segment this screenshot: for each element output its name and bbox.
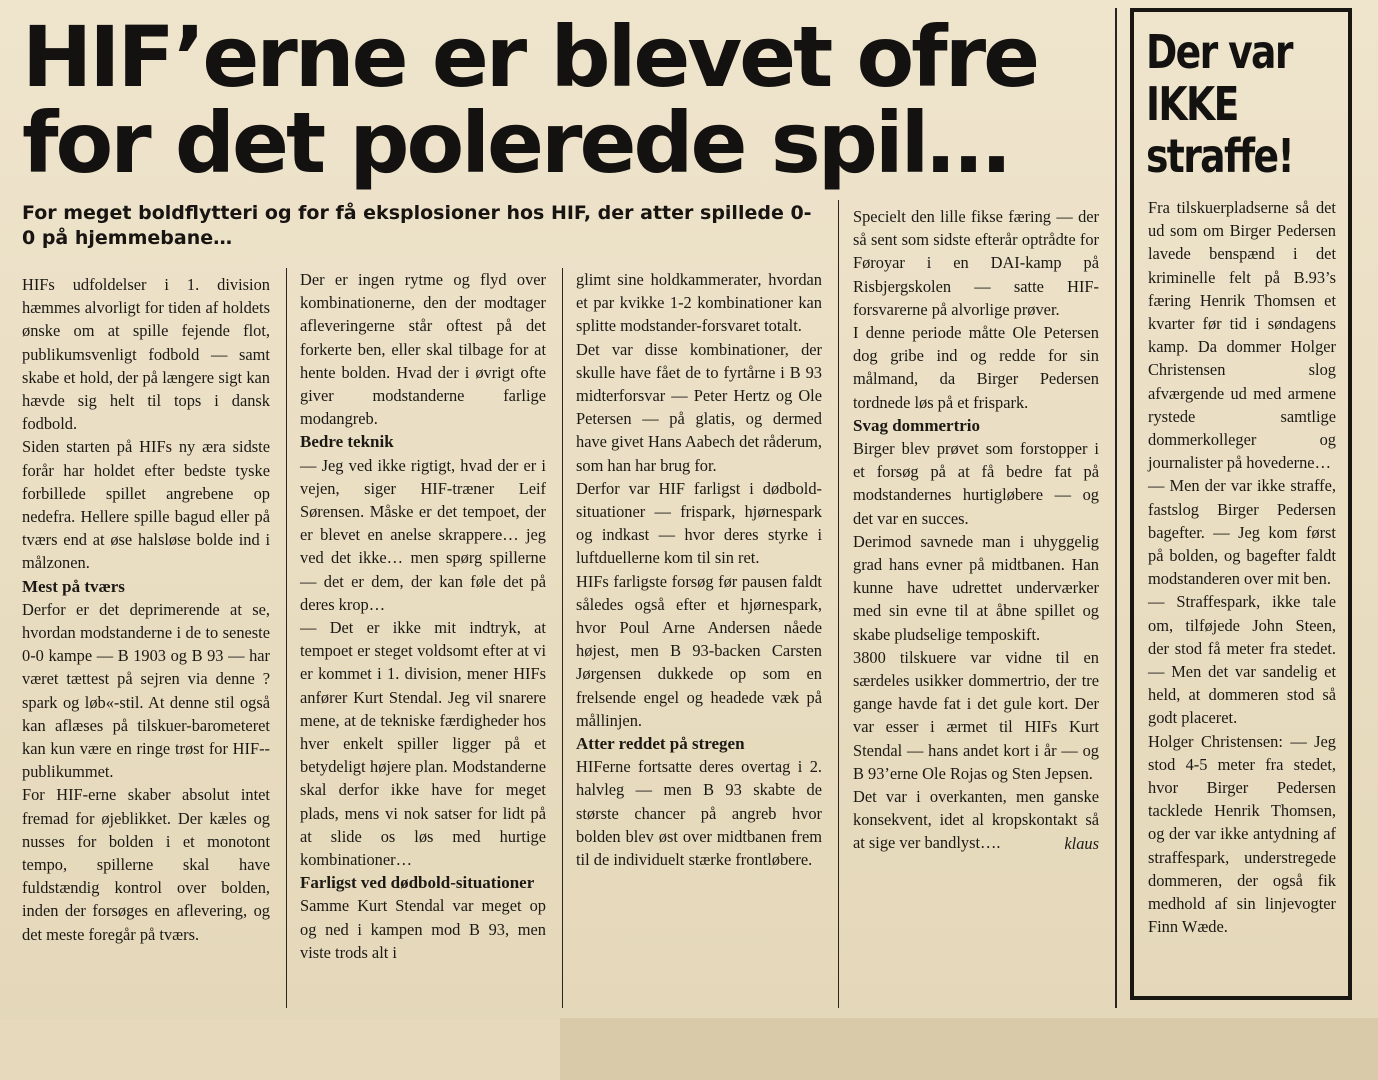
sidebar-title: Der var IKKE straffe! xyxy=(1146,25,1294,183)
article-paragraph: 3800 tilskuere var vidne til en særdeles usikker dommertrio, der tre gange havde fat i det gule kort. Der var esser i ærmet til HIFs Kurt Stendal — hans andet kort i år — og B 93’erne Ole Rojas og Sten Jepsen. xyxy=(853,647,1099,783)
section-heading: Mest på tværs xyxy=(22,576,125,596)
article-paragraph: Der er ingen rytme og flyd over kombinationerne, den der modtager afleveringerne står oftest på det forkerte ben, eller skal tilbage for at hente bolden. Hvad der i øvrigt ofte giver modstanderne farlige modangreb. xyxy=(300,270,546,429)
subheadline: For meget boldflytteri og for få eksplosioner hos HIF, der atter spillede 0-0 på hjemmebane… xyxy=(22,202,812,249)
article-column-2 xyxy=(300,268,546,964)
sidebar-paragraph: — Straffespark, ikke tale om, tilføjede John Steen, der stod få meter fra stedet. — Men det var sandelig et held, at dommeren stod så godt placeret. xyxy=(1148,592,1336,728)
section-heading: Farligst ved dødbold-situationer xyxy=(300,873,535,893)
article-paragraph: Derfor var HIF farligst i dødbold-situationer — frispark, hjørnespark og indkast — hvor deres styrke i luftduellerne kom til sin ret. xyxy=(576,478,822,568)
article-column-4 xyxy=(853,205,1099,855)
headline: HIF’erne er blevet ofre for det polerede spil… xyxy=(22,8,1038,192)
section-heading: Atter reddet på stregen xyxy=(576,734,745,754)
paper-bottom-edge xyxy=(0,1020,560,1080)
article-paragraph: For HIF-erne skaber absolut intet fremad for øjeblikket. Der kæles og nusses for bolden i et monotont tempo, spillerne skal have fuldstændig kontrol over bolden, inden der forsøges en aflevering, og det meste foregår på tværs. xyxy=(22,785,270,944)
article-paragraph: Birger blev prøvet som forstopper i et forsøg på at få bedre fat på modstandernes hurtigløbere — og det var en succes. xyxy=(853,439,1099,528)
sidebar-paragraph: — Men der var ikke straffe, fastslog Birger Pedersen bagefter. — Jeg kom først på bolden, og bagefter faldt modstanderen over mit ben. xyxy=(1148,476,1336,589)
section-heading: Svag dommertrio xyxy=(853,415,981,435)
article-paragraph: — Det er ikke mit indtryk, at tempoet er steget voldsomt efter at vi er kommet i 1. division, mener HIFs anfører Kurt Stendal. Jeg vil snarere mene, at de tekniske færdigheder hos hver enkelt spiller ligger på et betydeligt højere plan. Modstanderne skal derfor ikke have for meget plads, mens vi nok satser for lidt på at slide os løs med hurtige kombinationer… xyxy=(300,618,546,870)
article-column-3 xyxy=(576,268,822,871)
column-rule xyxy=(1115,8,1117,1008)
section-heading: Bedre teknik xyxy=(300,432,394,452)
column-rule xyxy=(838,200,839,1008)
article-column-1 xyxy=(22,273,270,946)
column-rule xyxy=(562,268,563,1008)
article-paragraph: Derimod savnede man i uhyggelig grad hans evner på midtbanen. Han kunne have udrettet underværker med sin evne til at åbne spillet og skabe pludselige temposkift. xyxy=(853,531,1099,644)
sidebar-paragraph: Holger Christensen: — Jeg stod 4-5 meter fra stedet, hvor Birger Pedersen tacklede Henrik Thomsen, og der var ikke antydning af straffespark, understregede dommeren, der også fik medhold af sin linjevogter Finn Wæde. xyxy=(1148,731,1336,937)
article-paragraph: I denne periode måtte Ole Petersen dog gribe ind og redde for sin målmand, da Birger Pedersen tordnede løs på et frispark. xyxy=(853,323,1099,412)
article-paragraph: Derfor er det deprimerende at se, hvordan modstanderne i de to seneste 0-0 kampe — B 1903 og B 93 — har været tættest på sejren via denne ?spark og løb«-stil. At denne stil også kan aflæses på tilskuer-barometeret kan kun være en ringe trøst for HIF--publikummet. xyxy=(22,599,270,782)
column-rule xyxy=(286,268,287,1008)
article-paragraph: Siden starten på HIFs ny æra sidste forår har holdet efter bedste tyske forbillede spillet angrebene op nedefra. Hellere spille bagud eller på tværs end at øse halsløse bolde ind i målzonen. xyxy=(22,437,270,573)
scanner-background xyxy=(560,1018,1378,1080)
article-paragraph: Samme Kurt Stendal var meget op og ned i kampen mod B 93, men viste trods alt i xyxy=(300,896,546,962)
article-paragraph: — Jeg ved ikke rigtigt, hvad der er i vejen, siger HIF-træner Leif Sørensen. Måske er det tempoet, der er blevet en anelse skrappere… jeg ved det ikke… men spørg spillerne — det er dem, der kan føle det på deres krop… xyxy=(300,455,546,614)
sidebar-text xyxy=(1148,196,1336,939)
article-paragraph: HIFs udfoldelser i 1. division hæmmes alvorligt for tiden af holdets ønske om at spille fejende flot, publikumsvenligt fodbold — samt skabe et hold, der på længere sigt kan hævde sig helt til tops i dansk fodbold. xyxy=(22,275,270,434)
article-paragraph: HIFs farligste forsøg før pausen faldt således også efter et hjørnespark, hvor Poul Arne Andersen nåede højest, men B 93-backen Carsten Jørgensen dukkede op som en frelsende engel og headede væk på mållinjen. xyxy=(576,571,822,730)
article-paragraph: HIFerne fortsatte deres overtag i 2. halvleg — men B 93 skabte de største chancer på angreb hvor bolden blev øst over midtbanen frem til de individuelt stærke frontløbere. xyxy=(576,757,822,870)
article-paragraph: glimt sine holdkammerater, hvordan et par kvikke 1-2 kombinationer kan splitte modstander-forsvaret totalt. xyxy=(576,270,822,336)
article-paragraph: Specielt den lille fikse færing — der så sent som sidste efterår optrådte for Føroyar i en DAI-kamp på Risbjergskolen — satte HIF-forsvarerne på alvorlige prøver. xyxy=(853,207,1099,319)
author-signature: klaus xyxy=(1064,833,1099,853)
article-paragraph: Det var disse kombinationer, der skulle have fået de to fyrtårne i B 93 midterforsvar — Peter Hertz og Ole Petersen — på glatis, og dermed have givet Hans Aabech det råderum, som han har brug for. xyxy=(576,339,822,475)
sidebar-paragraph: Fra tilskuerpladserne så det ud som om Birger Pedersen lavede benspænd i det kriminelle felt på B.93’s færing Henrik Thomsen et kvarter før tid i søndagens kamp. Da dommer Holger Christensen slog afværgende ud med armene rystede samtlige dommerkolleger og journalister på hovederne… xyxy=(1148,198,1336,473)
article-paragraph: Det var i overkanten, men ganske konsekvent, idet al kropskontakt så at sige ver bandlyst…. xyxy=(853,787,1099,853)
